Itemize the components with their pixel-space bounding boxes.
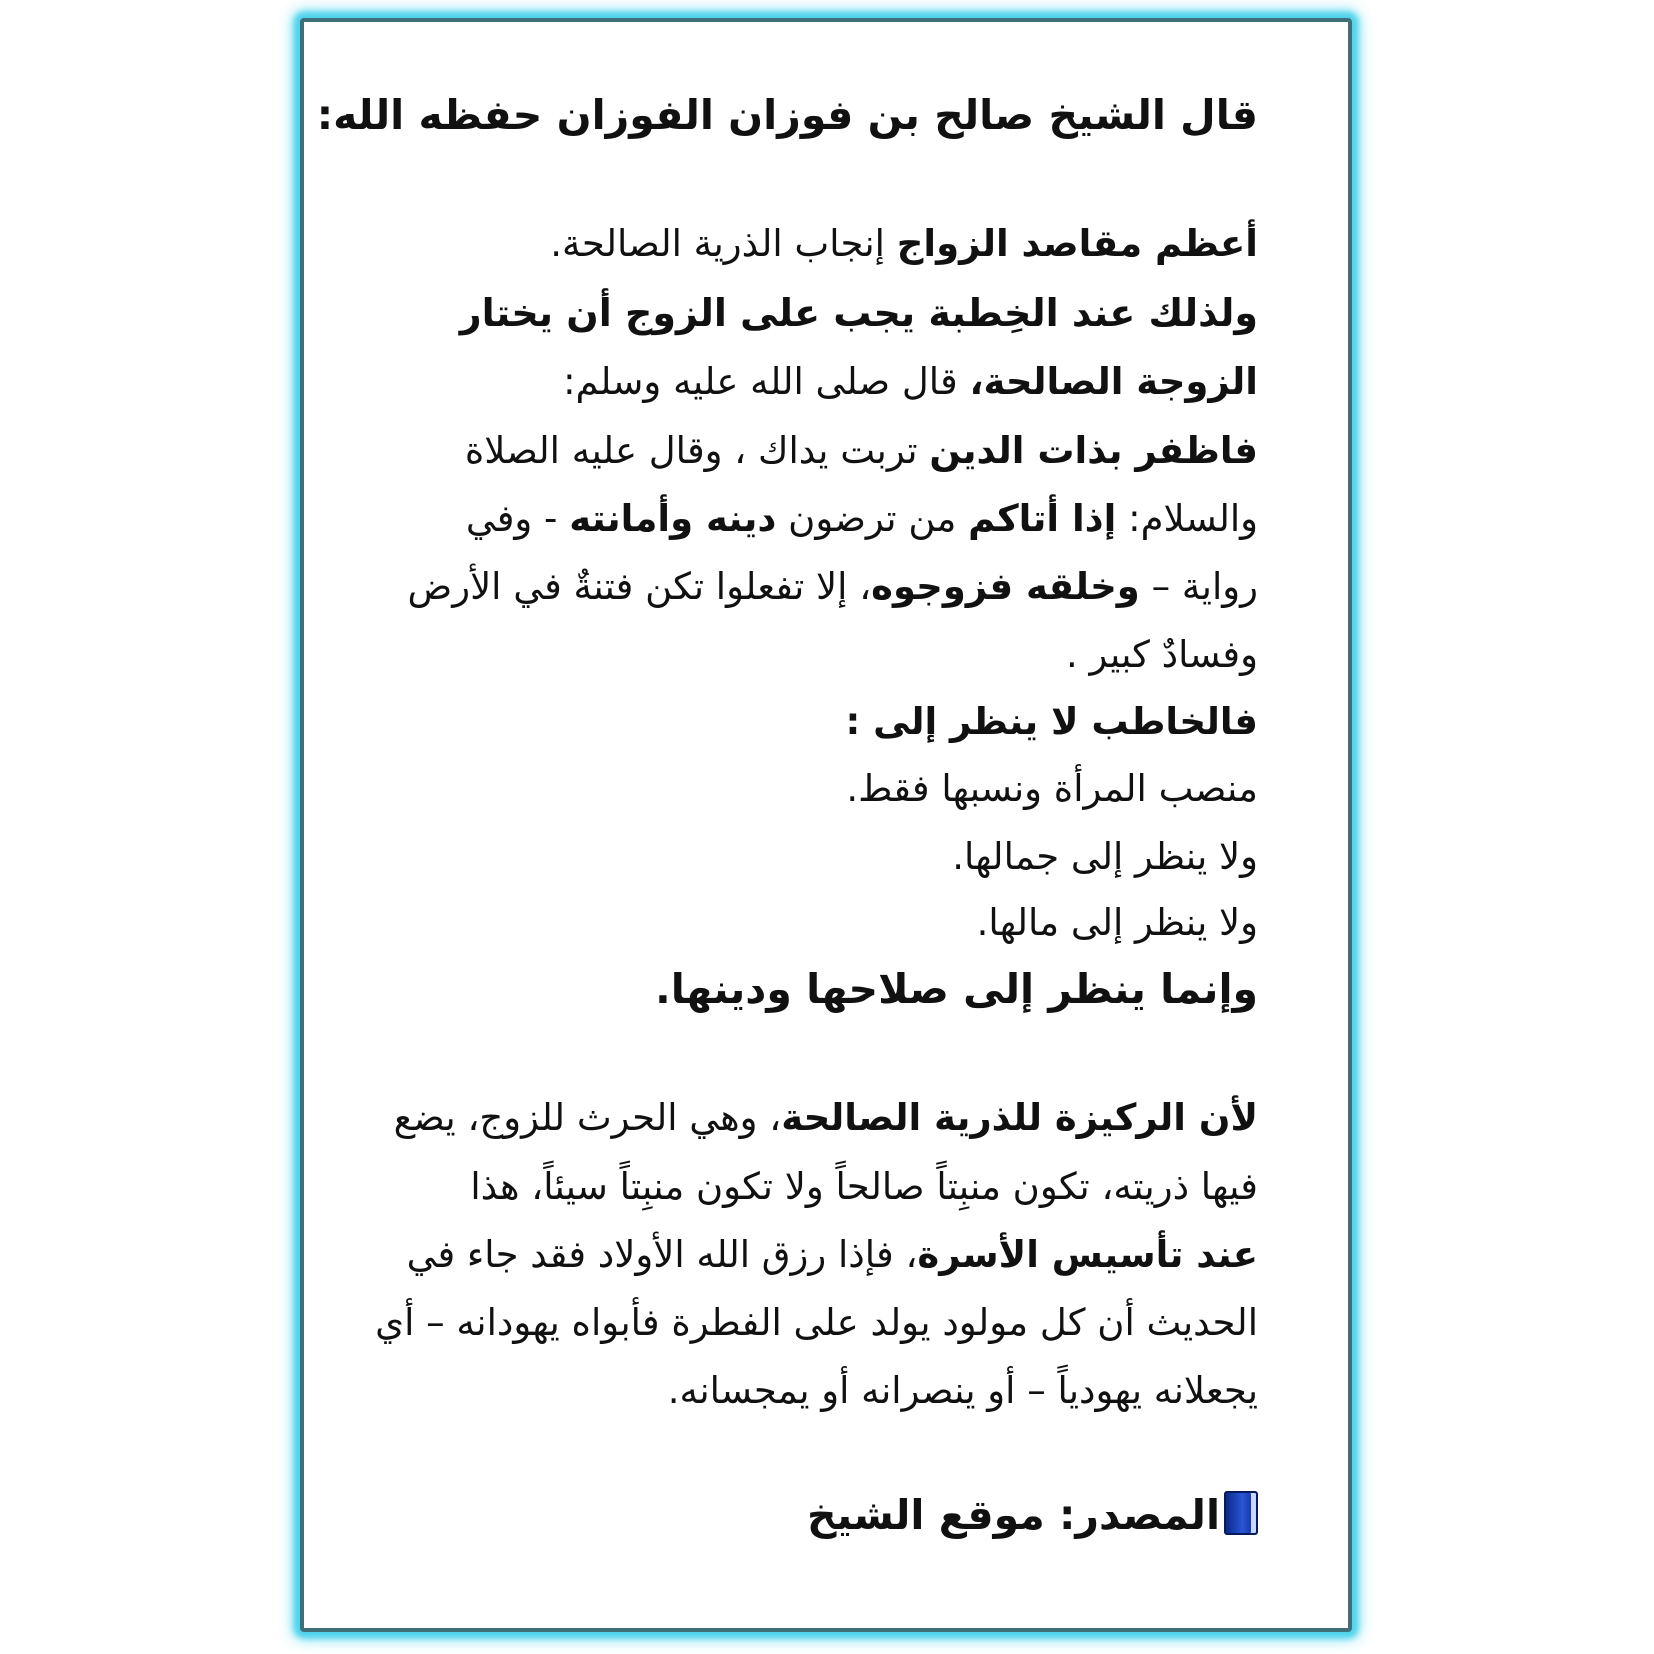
- text-line-15: [407, 1230, 1258, 1280]
- text-line-7: وفسادٌ كبير .: [1066, 633, 1258, 676]
- text-line-5: [466, 494, 1258, 544]
- text-line-14: فيها ذريته، تكون منبِتاً صالحاً ولا تكون منبِتاً سيئاً، هذا: [470, 1165, 1258, 1208]
- source-line: [807, 1490, 1258, 1540]
- text-line-6: [407, 562, 1258, 612]
- text-span: ، إلا تفعلوا تكن فتنةٌ في الأرض: [407, 565, 872, 608]
- text-span: تربت يداك ، وقال عليه الصلاة: [464, 429, 930, 472]
- bold-span: عند تأسيس الأسرة: [917, 1233, 1258, 1276]
- bold-span: أعظم مقاصد الزواج: [896, 222, 1258, 265]
- blue-book-icon: [1224, 1491, 1258, 1535]
- bold-span: فاظفر بذات الدين: [929, 429, 1258, 472]
- bold-span: إذا أتاكم: [968, 497, 1117, 540]
- text-span: من ترضون: [776, 497, 969, 540]
- text-line-10: ولا ينظر إلى جمالها.: [952, 835, 1258, 878]
- bold-span: لأن الركيزة للذرية الصالحة: [781, 1096, 1258, 1139]
- text-span: والسلام:: [1116, 497, 1258, 540]
- text-line-12: وإنما ينظر إلى صلاحها ودينها.: [655, 965, 1258, 1013]
- text-line-11: ولا ينظر إلى مالها.: [976, 901, 1258, 944]
- text-span: ، فإذا رزق الله الأولاد فقد جاء في: [406, 1233, 918, 1276]
- text-line-13: [394, 1093, 1258, 1143]
- text-line-4: [465, 426, 1258, 476]
- source-label: المصدر: موقع الشيخ: [807, 1491, 1220, 1539]
- text-card: [300, 18, 1352, 1632]
- text-line-17: يجعلانه يهودياً – أو ينصرانه أو يمجسانه.: [667, 1369, 1258, 1412]
- text-span: ، وهي الحرث للزوج، يضع: [393, 1096, 782, 1139]
- text-span: - وفي: [465, 497, 570, 540]
- text-span: إنجاب الذرية الصالحة.: [550, 222, 897, 265]
- text-span: قال صلى الله عليه وسلم:: [563, 360, 970, 403]
- text-line-16: الحديث أن كل مولود يولد على الفطرة فأبواه يهودانه – أي: [375, 1301, 1258, 1344]
- bold-span: الزوجة الصالحة،: [969, 360, 1258, 403]
- text-line-1: [550, 219, 1258, 269]
- text-line-3: [563, 357, 1258, 407]
- text-line-2: ولذلك عند الخِطبة يجب على الزوج أن يختار: [459, 291, 1258, 335]
- text-line-8: فالخاطب لا ينظر إلى :: [845, 700, 1258, 743]
- bold-span: دينه وأمانته: [569, 497, 777, 540]
- heading: قال الشيخ صالح بن فوزان الفوزان حفظه الله:: [316, 91, 1258, 139]
- text-line-9: منصب المرأة ونسبها فقط.: [846, 767, 1258, 810]
- text-span: رواية –: [1139, 565, 1258, 608]
- bold-span: وخلقه فزوجوه: [871, 565, 1140, 608]
